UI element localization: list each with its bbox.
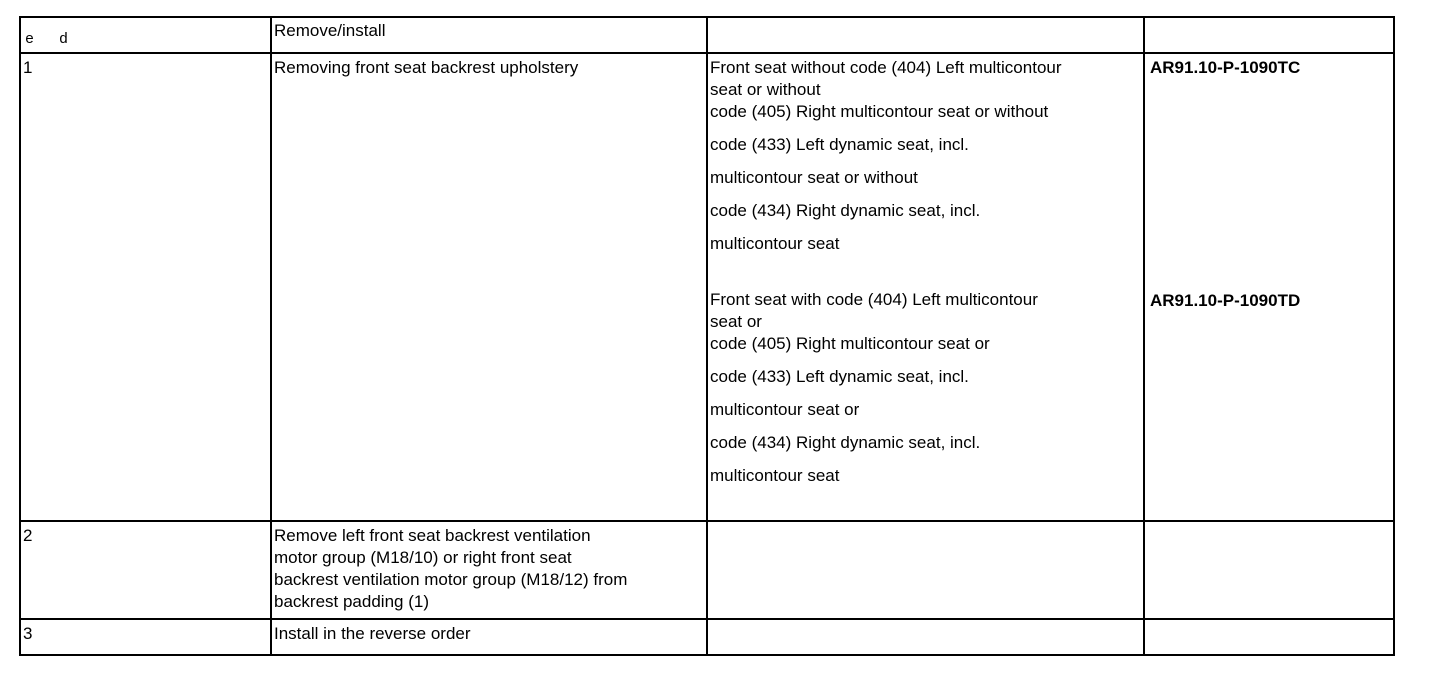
condition-line: Front seat without code (404) Left multicontour — [710, 58, 1062, 77]
step-number: 2 — [23, 526, 33, 545]
reference-cell — [1144, 53, 1394, 521]
condition-line: code (405) Right multicontour seat or — [710, 334, 990, 353]
condition-line: multicontour seat — [710, 234, 840, 253]
procedure-table — [19, 16, 1395, 656]
header-cell-action — [271, 17, 707, 53]
condition-line: Front seat with code (404) Left multicontour — [710, 290, 1038, 309]
condition-line: code (405) Right multicontour seat or without — [710, 102, 1049, 121]
header-col1-b: d — [59, 31, 70, 48]
condition-line: seat or — [710, 312, 762, 331]
header-row — [20, 17, 1394, 53]
header-cell-reference — [1144, 17, 1394, 53]
condition-line: code (434) Right dynamic seat, incl. — [710, 433, 981, 452]
condition-line: code (433) Left dynamic seat, incl. — [710, 135, 969, 154]
reference-link-1090tc[interactable]: AR91.10-P-1090TC — [1150, 58, 1301, 77]
condition-cell — [707, 53, 1144, 521]
reference-link-1090td[interactable]: AR91.10-P-1090TD — [1150, 291, 1301, 310]
step-number: 1 — [23, 58, 33, 77]
step-action: Install in the reverse order — [274, 624, 471, 643]
condition-line: multicontour seat or without — [710, 168, 918, 187]
step-number: 3 — [23, 624, 33, 643]
condition-cell — [707, 619, 1144, 655]
step-number-cell — [20, 619, 271, 655]
header-cell-step — [20, 17, 271, 53]
table-row — [20, 53, 1394, 521]
table-row — [20, 521, 1394, 619]
condition-line: multicontour seat — [710, 466, 840, 485]
step-action: Removing front seat backrest upholstery — [274, 58, 579, 77]
action-cell — [271, 53, 707, 521]
condition-cell — [707, 521, 1144, 619]
reference-cell — [1144, 619, 1394, 655]
step-action — [274, 525, 704, 613]
reference-cell — [1144, 521, 1394, 619]
action-line: motor group (M18/10) or right front seat — [274, 548, 572, 567]
header-cell-condition — [707, 17, 1144, 53]
header-remove-install: Remove/install — [274, 21, 386, 40]
action-line: Remove left front seat backrest ventilation — [274, 526, 591, 545]
condition-block — [710, 289, 1141, 487]
action-cell — [271, 521, 707, 619]
condition-line: code (434) Right dynamic seat, incl. — [710, 201, 981, 220]
condition-line: seat or without — [710, 80, 821, 99]
table-row — [20, 619, 1394, 655]
action-line: backrest padding (1) — [274, 592, 429, 611]
header-col1-a: e — [25, 31, 36, 48]
condition-line: code (433) Left dynamic seat, incl. — [710, 367, 969, 386]
condition-line: multicontour seat or — [710, 400, 860, 419]
condition-block — [710, 57, 1141, 255]
action-cell — [271, 619, 707, 655]
step-number-cell — [20, 521, 271, 619]
action-line: backrest ventilation motor group (M18/12) from — [274, 570, 628, 589]
step-number-cell — [20, 53, 271, 521]
